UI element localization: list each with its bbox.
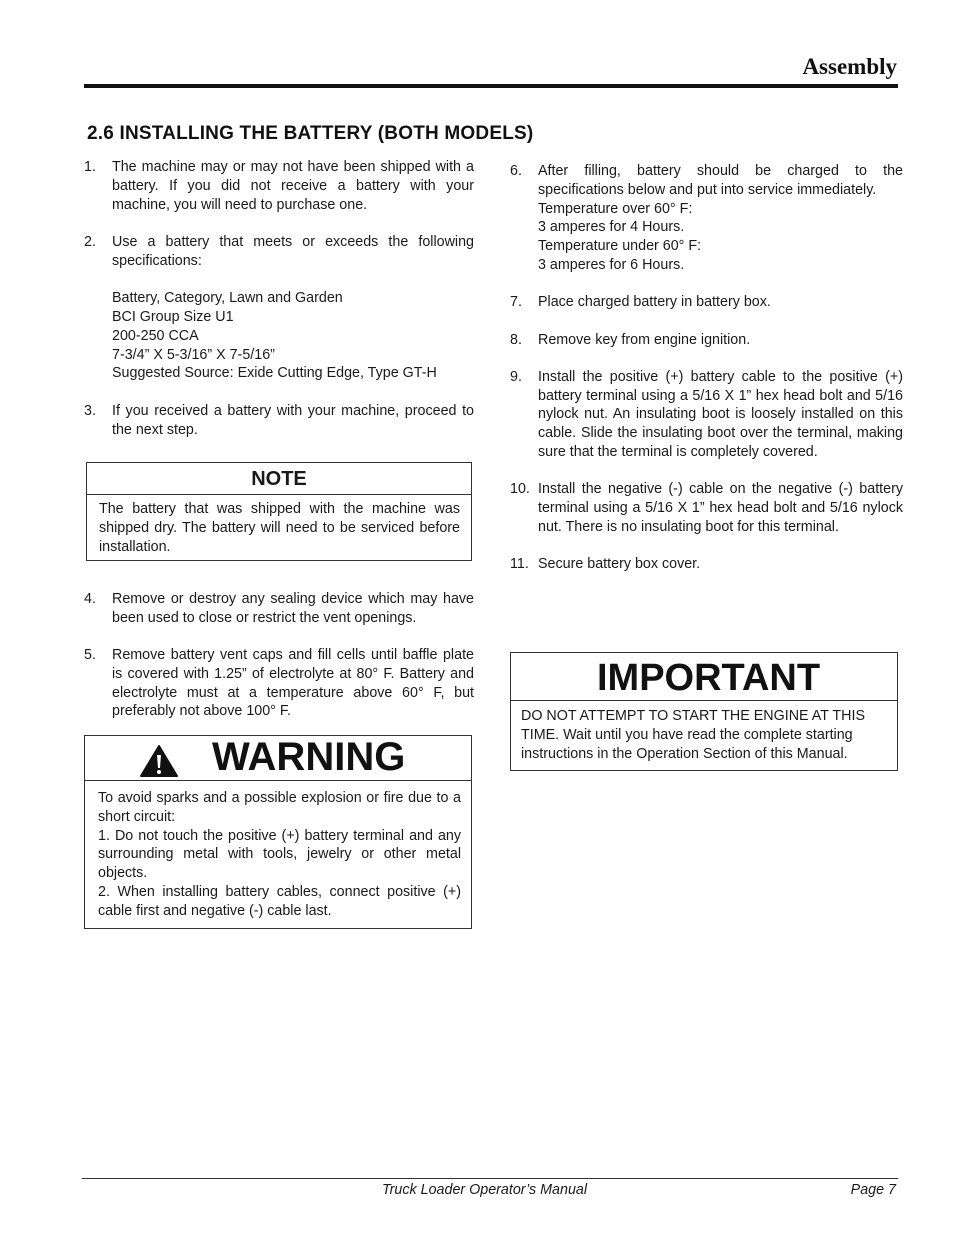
list-item-text (538, 480, 903, 536)
list-item-line: Remove key from engine ignition. (538, 331, 751, 348)
list-item-line: Battery, Category, Lawn and Garden (112, 290, 343, 307)
list-item-number: 1. (84, 159, 96, 175)
list-item-text (538, 331, 903, 350)
list-item-number: 2. (84, 233, 96, 250)
list-item (84, 402, 474, 440)
list-item-number: 5. (84, 647, 96, 664)
list-item-number: 3. (84, 402, 96, 419)
warning-title: WARNING (212, 735, 406, 779)
list-item-text (112, 402, 474, 440)
list-item-line: Use a battery that meets or exceeds the following specifications: (112, 233, 474, 269)
warning-box (84, 735, 472, 929)
list-item-number: 4. (84, 591, 96, 607)
list-item-text (112, 158, 474, 214)
list-item-line: After filling, battery should be charged to the specifications below and put into service immediately. (538, 163, 903, 198)
list-item-line: 3 amperes for 4 Hours. (538, 219, 685, 236)
list-item (84, 158, 474, 214)
list-item-text (112, 233, 474, 383)
section-heading: 2.6 INSTALLING THE BATTERY (BOTH MODELS) (87, 123, 534, 144)
list-item (510, 293, 903, 312)
list-item-line: Install the positive (+) battery cable to the positive (+) battery terminal using a 5/16 X 1” hex head bolt and 5/16 nylock nut. An insulating boot is loosely installed on this cable. Slide the insulating boot over the terminal, making sure that the terminal is completely covered. (538, 368, 903, 461)
left-column-bottom (84, 590, 474, 740)
list-item (510, 480, 903, 536)
list-item-line: 200-250 CCA (112, 327, 199, 344)
list-item-text (112, 590, 474, 628)
list-item (510, 162, 903, 275)
list-item-line: If you received a battery with your machine, proceed to the next step. (112, 402, 474, 438)
list-item-number: 7. (510, 294, 522, 311)
list-item-line: Suggested Source: Exide Cutting Edge, Type GT-H (112, 365, 437, 382)
list-item-line: Place charged battery in battery box. (538, 294, 771, 311)
list-item-number: 6. (510, 163, 522, 179)
note-title: NOTE (87, 463, 471, 495)
list-item (84, 233, 474, 383)
list-item (510, 555, 903, 574)
warning-line: To avoid sparks and a possible explosion or fire due to a short circuit: (98, 790, 461, 825)
list-item-text (538, 293, 903, 312)
warning-header (85, 736, 471, 781)
list-item-number: 9. (510, 368, 522, 385)
list-item (510, 368, 903, 462)
warning-body (85, 781, 471, 921)
list-item-line: The machine may or may not have been shipped with a battery. If you did not receive a battery with your machine, you will need to purchase one. (112, 159, 474, 213)
list-item (84, 590, 474, 628)
warning-line: 2. When installing battery cables, connect positive (+) cable first and negative (-) cable last. (98, 883, 461, 919)
list-item-number: 11. (510, 556, 529, 573)
important-title: IMPORTANT (597, 657, 821, 699)
list-item-line: Install the negative (-) cable on the negative (-) battery terminal using a 5/16 X 1” hex head bolt and 5/16 nylock nut. There is no insulating boot for this terminal. (538, 481, 903, 535)
list-item-line: BCI Group Size U1 (112, 309, 234, 326)
list-item-number: 8. (510, 331, 522, 348)
warning-line: 1. Do not touch the positive (+) battery terminal and any surrounding metal with tools, jewelry or other metal objects. (98, 827, 461, 882)
right-column (510, 162, 903, 593)
important-header (511, 653, 897, 701)
list-item-line (112, 270, 474, 289)
list-item-line: 7-3/4” X 5-3/16” X 7-5/16” (112, 346, 275, 363)
note-body: The battery that was shipped with the machine was shipped dry. The battery will need to be serviced before installation. (99, 501, 460, 555)
list-item (510, 331, 903, 350)
list-item-number: 10. (510, 481, 530, 498)
header-rule (84, 84, 898, 88)
footer-rule (82, 1178, 898, 1179)
note-box (86, 462, 472, 561)
list-item-line: Remove or destroy any sealing device which may have been used to close or restrict the vent openings. (112, 591, 474, 626)
footer-manual-title: Truck Loader Operator’s Manual (382, 1182, 588, 1198)
left-column-top (84, 158, 474, 458)
list-item-text (538, 555, 903, 574)
list-item-line: Secure battery box cover. (538, 556, 701, 573)
footer-page-number: Page 7 (850, 1182, 896, 1198)
list-item-text (112, 646, 474, 721)
warning-triangle-icon (139, 744, 179, 778)
important-body: DO NOT ATTEMPT TO START THE ENGINE AT THIS TIME. Wait until you have read the complete starting instructions in the Operation Section of this Manual. (521, 708, 865, 762)
header-section-title: Assembly (802, 54, 897, 79)
list-item-text (538, 162, 903, 275)
list-item-text (538, 368, 903, 462)
important-box (510, 652, 898, 771)
list-item-line: Temperature over 60° F: (538, 200, 693, 217)
list-item-line: Temperature under 60° F: (538, 238, 702, 255)
list-item (84, 646, 474, 721)
list-item-line: Remove battery vent caps and fill cells until baffle plate is covered with 1.25” of electrolyte at 80° F. Battery and electrolyte must at a temperature above 60° F, but preferably not above 100° F. (112, 647, 474, 720)
list-item-line: 3 amperes for 6 Hours. (538, 256, 685, 273)
